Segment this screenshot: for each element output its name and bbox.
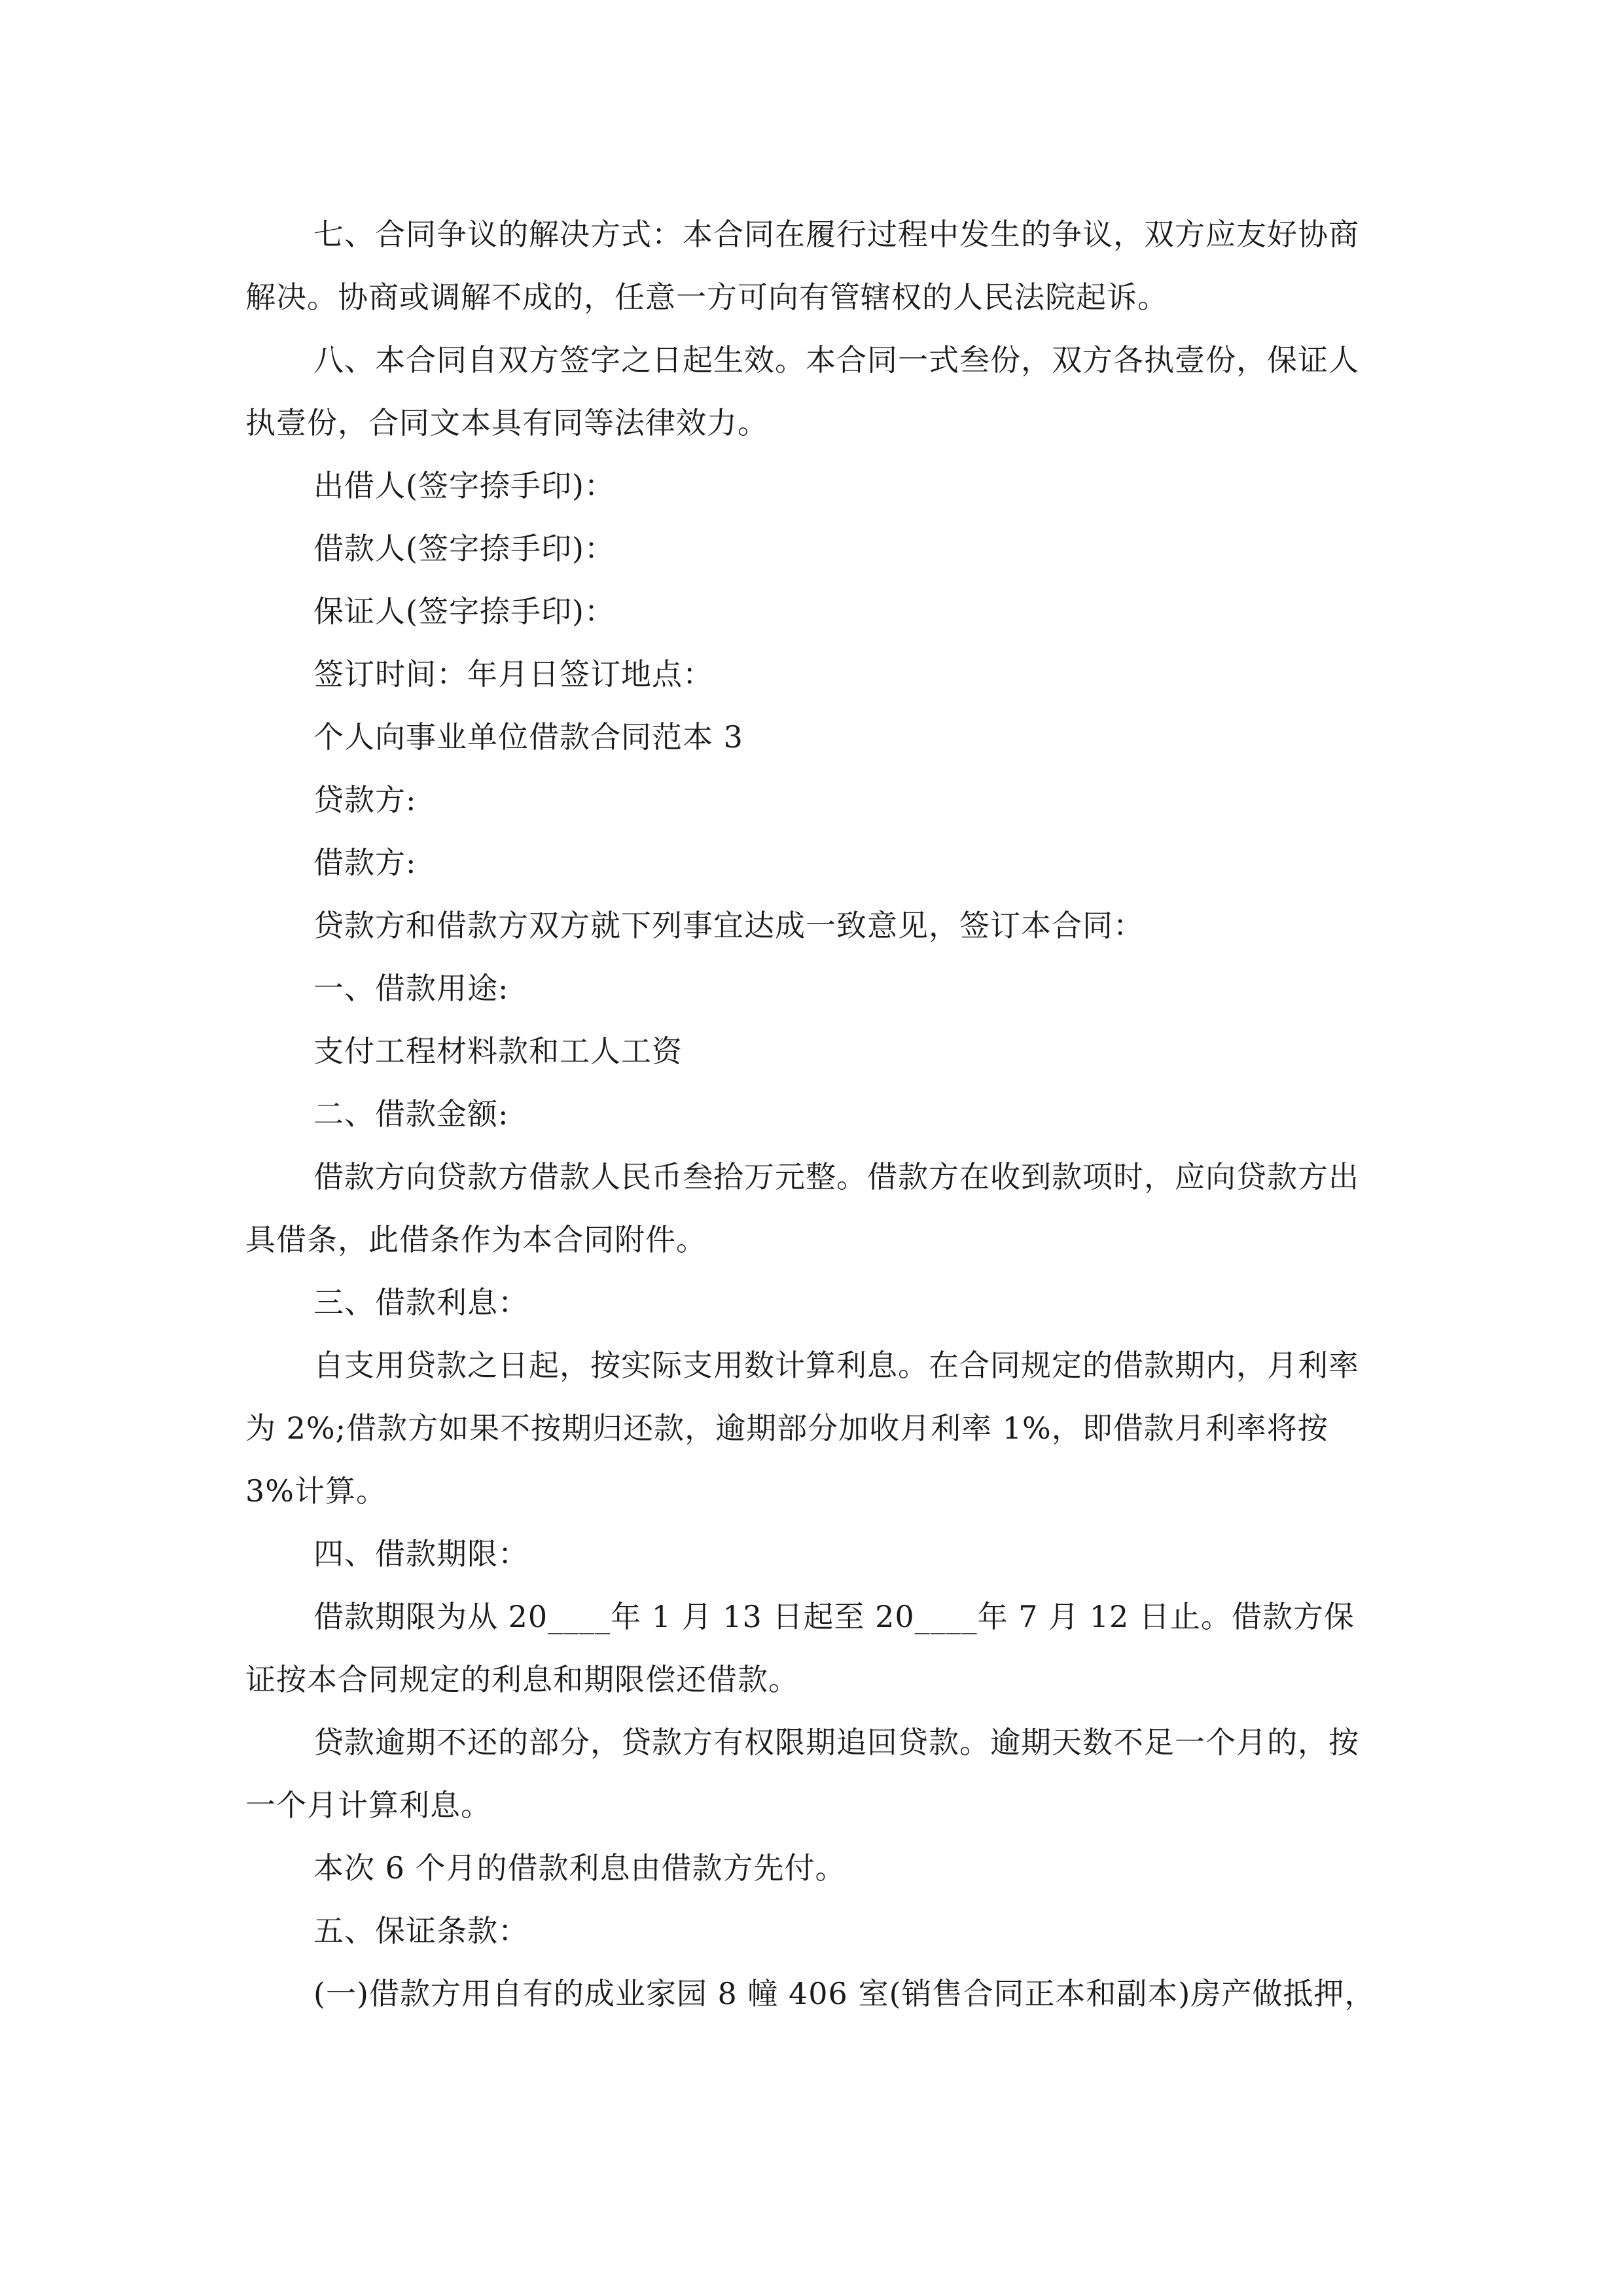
clause-3-text: 自支用贷款之日起，按实际支用数计算利息。在合同规定的借款期内，月利率为 2%;借款方如果不按期归还款，逾期部分加收月利率 1%，即借款月利率将按 3%计算。 <box>245 1348 1359 1509</box>
paragraph-agreement-intro: 贷款方和借款方双方就下列事宜达成一致意见，签订本合同： <box>313 908 1144 943</box>
paragraph-dispute-resolution: 七、合同争议的解决方式：本合同在履行过程中发生的争议，双方应友好协商解决。协商或调解不成的，任意一方可向有管辖权的人民法院起诉。 <box>245 217 1359 315</box>
party-lender: 贷款方: <box>313 782 417 817</box>
clause-4-overdue: 贷款逾期不还的部分，贷款方有权限期追回贷款。逾期天数不足一个月的，按一个月计算利息。 <box>245 1725 1359 1823</box>
clause-2-heading: 二、借款金额: <box>313 1096 509 1132</box>
signature-borrower: 借款人(签字捺手印)： <box>313 531 615 566</box>
clause-1-text: 支付工程材料款和工人工资 <box>313 1033 683 1069</box>
section-heading-template-3: 个人向事业单位借款合同范本 3 <box>313 719 743 755</box>
paragraph-contract-effect: 八、本合同自双方签字之日起生效。本合同一式叁份，双方各执壹份，保证人执壹份，合同文本具有同等法律效力。 <box>245 342 1359 440</box>
clause-5-item-1: (一)借款方用自有的成业家园 8 幢 406 室(销售合同正本和副本)房产做抵押， <box>313 1976 1376 2011</box>
signature-lender: 出借人(签字捺手印)： <box>313 468 615 503</box>
clause-2-text: 借款方向贷款方借款人民币叁拾万元整。借款方在收到款项时，应向贷款方出具借条，此借条作为本合同附件。 <box>245 1159 1359 1257</box>
document-body <box>245 203 1384 2025</box>
signing-time-place: 签订时间：年月日签订地点： <box>313 656 713 692</box>
clause-4-prepaid-interest: 本次 6 个月的借款利息由借款方先付。 <box>313 1850 846 1886</box>
clause-4-text: 借款期限为从 20____年 1 月 13 日起至 20____年 7 月 12 日止。借款方保证按本合同规定的利息和期限偿还借款。 <box>245 1599 1355 1697</box>
clause-3-heading: 三、借款利息： <box>313 1285 529 1320</box>
clause-5-heading: 五、保证条款： <box>313 1913 529 1948</box>
signature-guarantor: 保证人(签字捺手印)： <box>313 594 615 629</box>
clause-1-heading: 一、借款用途: <box>313 971 509 1006</box>
party-borrower: 借款方: <box>313 845 417 880</box>
clause-4-heading: 四、借款期限： <box>313 1536 529 1571</box>
